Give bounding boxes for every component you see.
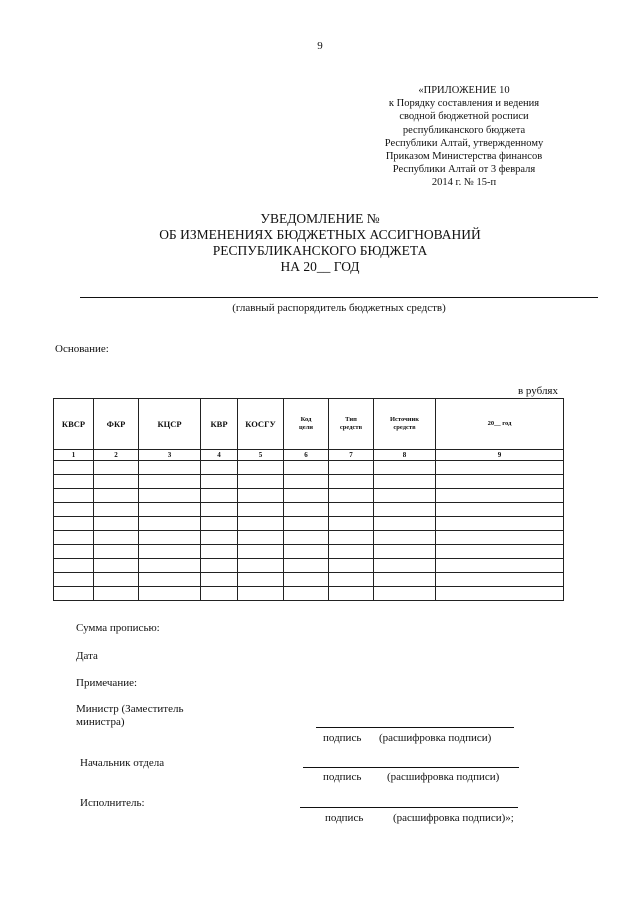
table-row bbox=[54, 531, 564, 545]
header-funds-type: Тип средств bbox=[329, 399, 374, 450]
title-line: РЕСПУБЛИКАНСКОГО БЮДЖЕТА bbox=[212, 243, 428, 258]
table-row bbox=[54, 461, 564, 475]
document-title bbox=[60, 211, 580, 275]
header-fkr: ФКР bbox=[94, 399, 139, 450]
appendix-line: республиканского бюджета bbox=[402, 124, 526, 136]
header-funds-source: Источник средств bbox=[374, 399, 436, 450]
table-row bbox=[54, 587, 564, 601]
column-number: 9 bbox=[436, 450, 564, 461]
main-manager-line bbox=[80, 297, 598, 298]
department-head-signature-caption: подпись bbox=[323, 771, 362, 783]
header-purpose-code: Код цели bbox=[284, 399, 329, 450]
table-row bbox=[54, 573, 564, 587]
header-kcsr: КЦСР bbox=[139, 399, 201, 450]
column-number: 7 bbox=[329, 450, 374, 461]
header-kvr: КВР bbox=[201, 399, 238, 450]
title-line: ОБ ИЗМЕНЕНИЯХ БЮДЖЕТНЫХ АССИГНОВАНИЙ bbox=[159, 227, 481, 242]
department-head-signature-line bbox=[303, 767, 519, 768]
table-row bbox=[54, 517, 564, 531]
column-number: 5 bbox=[238, 450, 284, 461]
appendix-line: сводной бюджетной росписи bbox=[399, 111, 529, 123]
table-header-row bbox=[54, 399, 564, 450]
title-line: НА 20__ ГОД bbox=[280, 259, 360, 274]
appendix-line: Республики Алтай, утвержденному bbox=[384, 137, 544, 149]
minister-decoding-caption: (расшифровка подписи) bbox=[379, 732, 492, 744]
appendix-line: Республики Алтай от 3 февраля bbox=[392, 164, 536, 176]
executor-label: Исполнитель: bbox=[80, 797, 145, 809]
appendix-line: «ПРИЛОЖЕНИЕ 10 bbox=[418, 85, 510, 96]
table-row bbox=[54, 545, 564, 559]
header-kvsr: КВСР bbox=[54, 399, 94, 450]
table-row bbox=[54, 475, 564, 489]
appendix-block bbox=[330, 84, 598, 190]
column-number: 2 bbox=[94, 450, 139, 461]
note-label: Примечание: bbox=[76, 677, 138, 689]
appendix-line: Приказом Министерства финансов bbox=[385, 151, 543, 163]
minister-signature-line bbox=[316, 727, 514, 728]
table-row bbox=[54, 489, 564, 503]
department-head-label: Начальник отдела bbox=[80, 757, 165, 769]
table-row bbox=[54, 559, 564, 573]
minister-label: Министр (Заместитель министра) bbox=[76, 703, 184, 728]
executor-decoding-caption: (расшифровка подписи)»; bbox=[393, 812, 514, 824]
main-manager-caption: (главный распорядитель бюджетных средств) bbox=[232, 302, 446, 314]
column-number: 8 bbox=[374, 450, 436, 461]
basis-label: Основание: bbox=[55, 343, 109, 355]
column-number: 3 bbox=[139, 450, 201, 461]
appendix-line: 2014 г. № 15-п bbox=[431, 177, 497, 189]
column-number: 4 bbox=[201, 450, 238, 461]
header-year: 20__ год bbox=[436, 399, 564, 450]
executor-signature-caption: подпись bbox=[325, 812, 364, 824]
executor-signature-line bbox=[300, 807, 518, 808]
minister-signature-caption: подпись bbox=[323, 732, 362, 744]
table-column-numbers-row bbox=[54, 450, 564, 461]
budget-table bbox=[53, 398, 564, 601]
column-number: 6 bbox=[284, 450, 329, 461]
table-row bbox=[54, 503, 564, 517]
date-label: Дата bbox=[76, 650, 98, 662]
column-number: 1 bbox=[54, 450, 94, 461]
units-label: в рублях bbox=[517, 385, 558, 397]
sum-in-words-label: Сумма прописью: bbox=[76, 622, 160, 634]
appendix-line: к Порядку составления и ведения bbox=[388, 98, 540, 110]
page-number: 9 bbox=[317, 40, 323, 52]
title-line: УВЕДОМЛЕНИЕ № bbox=[260, 211, 380, 226]
department-head-decoding-caption: (расшифровка подписи) bbox=[387, 771, 500, 783]
header-kosgu: КОСГУ bbox=[238, 399, 284, 450]
